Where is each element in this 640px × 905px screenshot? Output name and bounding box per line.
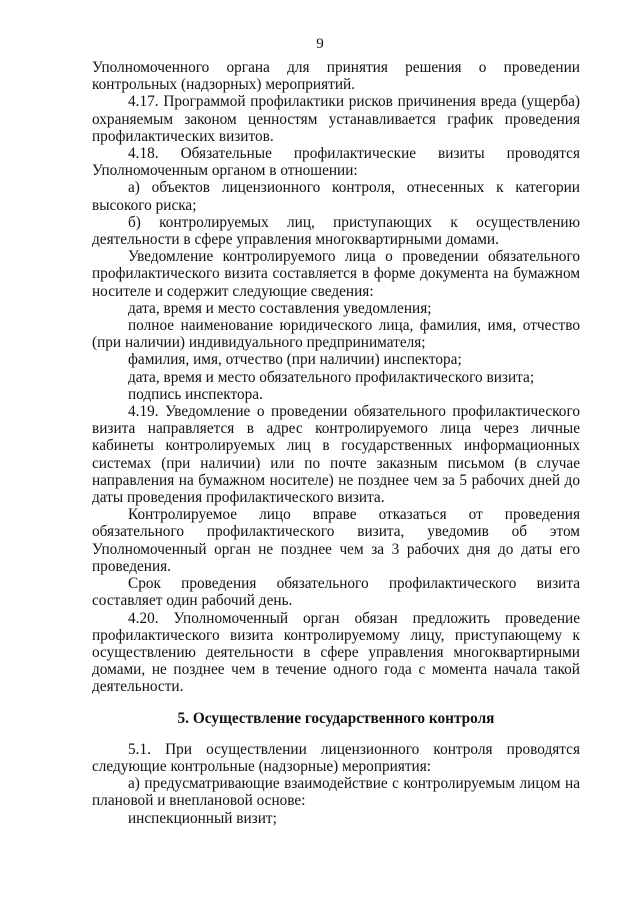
- list-item: дата, время и место обязательного профилактического визита;: [128, 368, 535, 386]
- paragraph: 4.17. Программой профилактики рисков причинения вреда (ущерба) охраняемым законом ценностям устанавливается график проведения профилактических визитов.: [92, 93, 580, 145]
- paragraph: 4.20. Уполномоченный орган обязан предложить проведение профилактического визита контролируемому лицу, приступающему к осуществлению деятельности в сфере управления многоквартирными домами, не позднее чем в течение одного года с момента начала такой деятельности.: [92, 609, 580, 696]
- section-heading: 5. Осуществление государственного контроля: [177, 709, 495, 727]
- paragraph: Срок проведения обязательного профилактического визита составляет один рабочий день.: [92, 575, 580, 610]
- list-item: а) предусматривающие взаимодействие с контролируемым лицом на плановой и внеплановой основе:: [92, 775, 580, 810]
- list-item: полное наименование юридического лица, фамилия, имя, отчество (при наличии) индивидуального предпринимателя;: [92, 317, 580, 352]
- paragraph: 4.19. Уведомление о проведении обязательного профилактического визита направляется в адрес контролируемого лица через личные кабинеты контролируемых лиц в государственных информационных системах (при наличии) или по почте заказным письмом (в случае направления на бумажном носителе) не позднее чем за 5 рабочих дней до даты проведения профилактического визита.: [92, 403, 580, 507]
- paragraph: Уполномоченного органа для принятия решения о проведении контрольных (надзорных) мероприятий.: [92, 59, 580, 94]
- paragraph: Уведомление контролируемого лица о проведении обязательного профилактического визита составляется в форме документа на бумажном носителе и содержит следующие сведения:: [92, 248, 580, 300]
- list-item: дата, время и место составления уведомления;: [128, 299, 432, 317]
- list-item: подпись инспектора.: [128, 385, 263, 403]
- list-item: а) объектов лицензионного контроля, отнесенных к категории высокого риска;: [92, 179, 580, 214]
- document-body: [92, 59, 580, 827]
- list-item: фамилия, имя, отчество (при наличии) инспектора;: [128, 351, 462, 369]
- list-item: б) контролируемых лиц, приступающих к осуществлению деятельности в сфере управления многоквартирными домами.: [92, 213, 580, 249]
- page-number: 9: [316, 36, 324, 52]
- paragraph: Контролируемое лицо вправе отказаться от проведения обязательного профилактического визита, уведомив об этом Уполномоченный орган не позднее чем за 3 рабочих дня до даты его проведения.: [92, 506, 580, 575]
- list-item: инспекционный визит;: [128, 809, 277, 827]
- paragraph: 5.1. При осуществлении лицензионного контроля проводятся следующие контрольные (надзорные) мероприятия:: [92, 740, 580, 775]
- paragraph: 4.18. Обязательные профилактические визиты проводятся Уполномоченным органом в отношении:: [92, 145, 580, 180]
